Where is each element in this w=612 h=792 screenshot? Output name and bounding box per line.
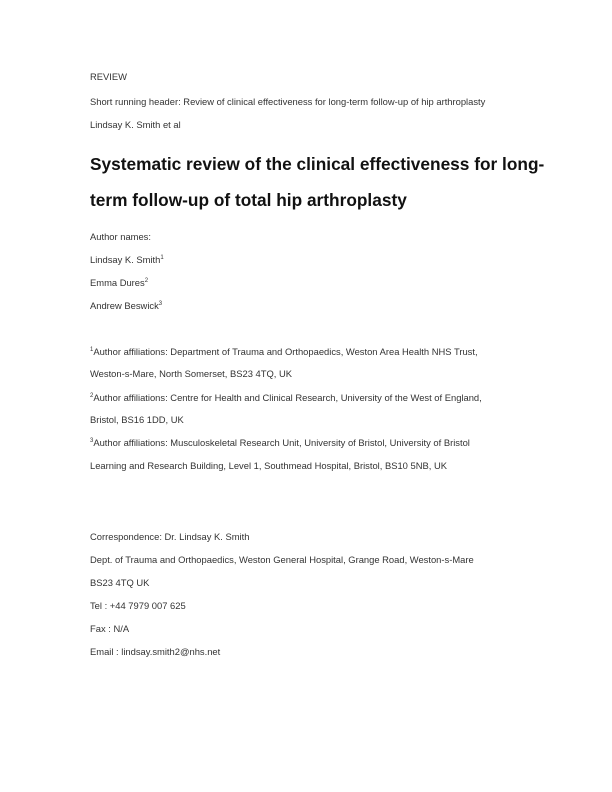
article-type: REVIEW [90, 71, 127, 82]
affiliation-2-line-2: Bristol, BS16 1DD, UK [90, 414, 184, 425]
paper-title-line-2: term follow-up of total hip arthroplasty [90, 190, 407, 210]
correspondence-address-line-2: BS23 4TQ UK [90, 577, 150, 588]
correspondence-fax: Fax : N/A [90, 623, 130, 634]
affiliation-mark: 3 [90, 438, 94, 444]
affiliation-3-line-1: $^3$Author affiliations: Musculoskeletal Research Unit, University of Bristol, University of Bristol [90, 437, 470, 448]
correspondence-email: Email : lindsay.smith2@nhs.net [90, 646, 221, 657]
paper-title-line-1: Systematic review of the clinical effectiveness for long- [90, 154, 545, 174]
affiliation-mark: 1 [90, 347, 94, 353]
author-item [90, 254, 164, 266]
author-item [90, 300, 162, 312]
short-authors: Lindsay K. Smith et al [90, 119, 181, 130]
author-name: Lindsay K. Smith [90, 254, 161, 265]
correspondence-address-line-1: Dept. of Trauma and Orthopaedics, Weston General Hospital, Grange Road, Weston-s-Mare [90, 554, 474, 565]
affiliation-mark: 2 [90, 393, 94, 399]
affiliation-3-line-2: Learning and Research Building, Level 1, Southmead Hospital, Bristol, BS10 5NB, UK [90, 460, 447, 471]
author-mark: 2 [144, 278, 149, 284]
author-names-heading: Author names: [90, 231, 151, 242]
affiliation-2-line-1: $^2$Author affiliations: Centre for Health and Clinical Research, University of the West of England, [90, 392, 482, 403]
author-mark: 3 [158, 301, 163, 307]
correspondence-tel: Tel : +44 7979 007 625 [90, 600, 186, 611]
running-header: Short running header: Review of clinical effectiveness for long-term follow-up of hip arthroplasty [90, 96, 486, 107]
affiliation-1-line-1: $^1$Author affiliations: Department of Trauma and Orthopaedics, Weston Area Health NHS Trust, [90, 346, 478, 357]
correspondence-name: Correspondence: Dr. Lindsay K. Smith [90, 531, 250, 542]
author-name: Andrew Beswick [90, 300, 159, 311]
author-mark: 1 [160, 255, 164, 261]
affiliation-1-line-2: Weston-s-Mare, North Somerset, BS23 4TQ, UK [90, 368, 292, 379]
author-name: Emma Dures [90, 277, 145, 288]
author-item [90, 277, 148, 289]
